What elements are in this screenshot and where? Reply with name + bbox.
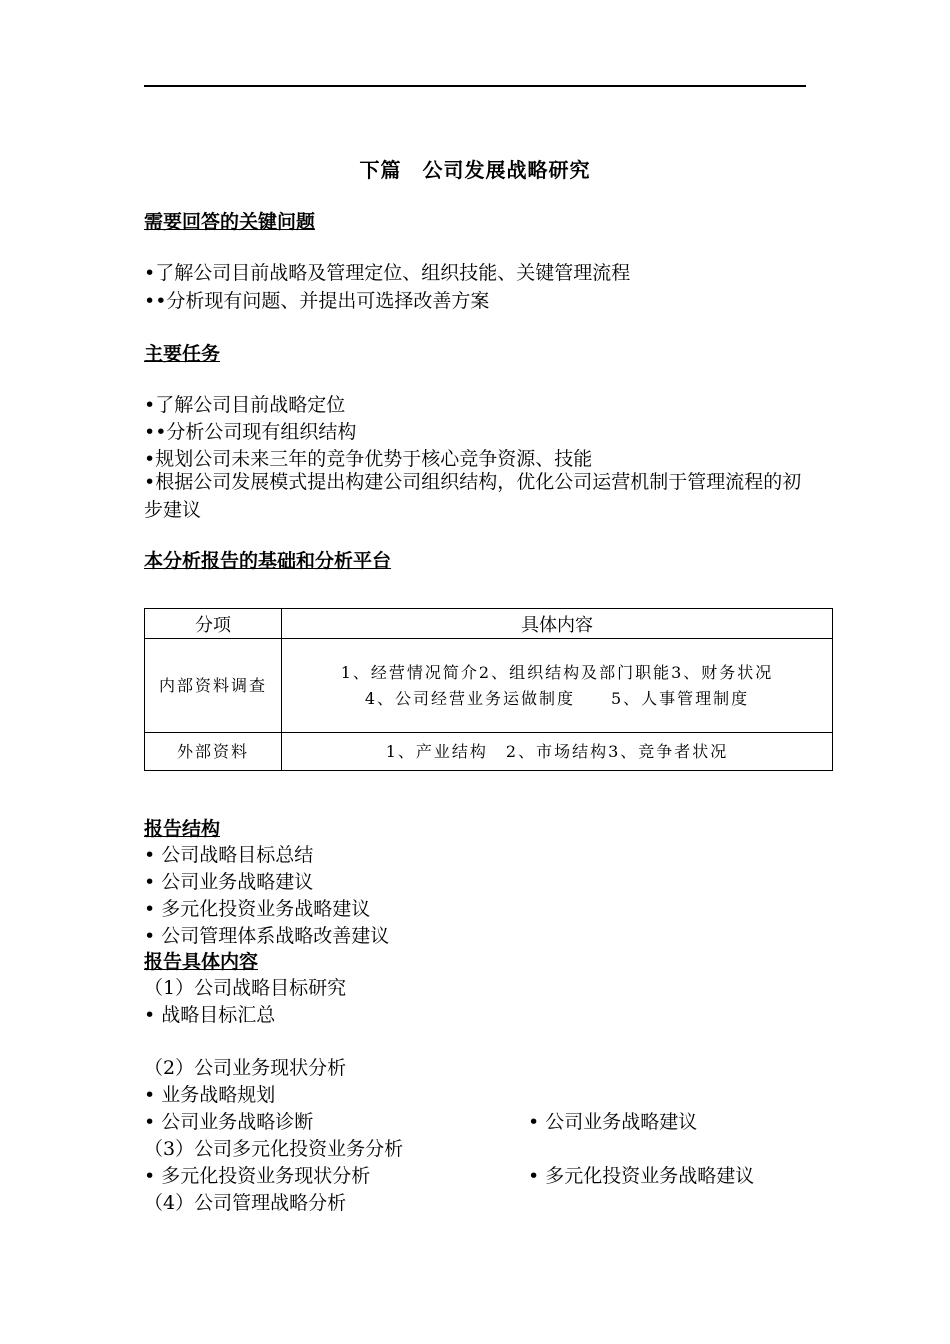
list-item: • 多元化投资业务战略建议: [144, 898, 371, 920]
subsection-title: （1）公司战略目标研究: [144, 977, 347, 999]
list-item: •规划公司未来三年的竞争优势于核心竞争资源、技能: [144, 448, 593, 470]
basis-heading: 本分析报告的基础和分析平台: [144, 550, 392, 572]
list-item: • 业务战略规划: [144, 1084, 276, 1106]
table-row: [145, 639, 833, 733]
table-header-cell: 具体内容: [282, 609, 833, 639]
subsection-title: （3）公司多元化投资业务分析: [144, 1138, 404, 1160]
top-rule: [144, 85, 806, 87]
subsection-title: （4）公司管理战略分析: [144, 1192, 347, 1214]
list-item: •了解公司目前战略及管理定位、组织技能、关键管理流程: [144, 262, 631, 284]
content-line: 1、经营情况简介2、组织结构及部门职能3、财务状况: [340, 662, 774, 682]
table-row: [145, 733, 833, 771]
list-item: • 多元化投资业务现状分析: [144, 1165, 371, 1187]
list-item: • 公司战略目标总结: [144, 844, 314, 866]
page-title: 下篇 公司发展战略研究: [359, 158, 591, 182]
key-questions-heading: 需要回答的关键问题: [144, 211, 316, 233]
content-line: 4、公司经营业务运做制度 5、人事管理制度: [364, 688, 750, 708]
report-structure-heading: 报告结构: [144, 818, 221, 840]
list-item: ••分析现有问题、并提出可选择改善方案: [144, 290, 490, 312]
list-item: •根据公司发展模式提出构建公司组织结构，优化公司运营机制于管理流程的初步建议: [144, 471, 802, 521]
list-item: ••分析公司现有组织结构: [144, 421, 357, 443]
list-item: • 公司业务战略建议: [528, 1111, 698, 1133]
table-cell-content: [282, 639, 833, 733]
list-item: • 战略目标汇总: [144, 1004, 276, 1026]
list-item: • 公司业务战略诊断: [144, 1111, 314, 1133]
list-item: • 多元化投资业务战略建议: [528, 1165, 755, 1187]
table-cell-item: 内部资料调查: [145, 639, 282, 733]
table-cell-content: 1、产业结构 2、市场结构3、竞争者状况: [282, 733, 833, 771]
subsection-title: （2）公司业务现状分析: [144, 1057, 347, 1079]
list-item: •了解公司目前战略定位: [144, 394, 346, 416]
table-header-cell: 分项: [145, 609, 282, 639]
table-header-row: [145, 609, 833, 639]
table-cell-item: 外部资料: [145, 733, 282, 771]
list-item: • 公司管理体系战略改善建议: [144, 925, 390, 947]
list-item: • 公司业务战略建议: [144, 871, 314, 893]
main-tasks-heading: 主要任务: [144, 343, 221, 365]
report-content-heading: 报告具体内容: [144, 951, 259, 973]
analysis-basis-table: [144, 608, 833, 771]
